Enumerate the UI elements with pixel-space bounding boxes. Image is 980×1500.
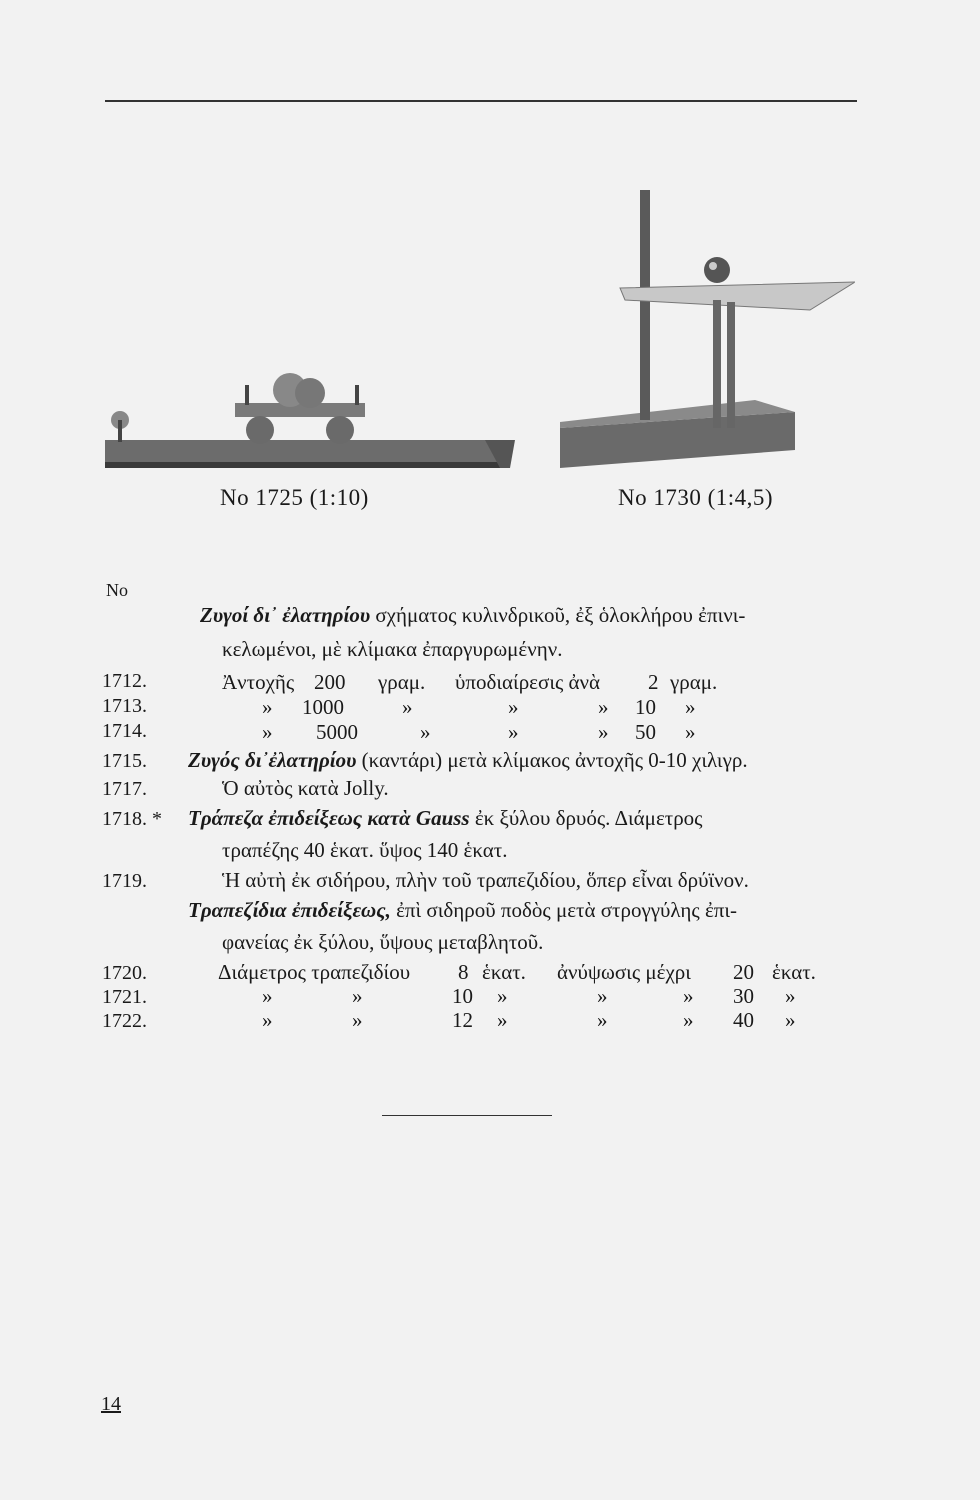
entry-1714-c1: » [262,720,273,744]
entry-1713-c2: 1000 [302,695,344,719]
entry-1712-c3: γραμ. [378,670,426,694]
entry-number: 1719. [102,870,147,892]
entry-1721-c2: 10 [452,984,473,1008]
entry-1722-c3: » [497,1008,508,1032]
entry-1721-c4b: » [683,984,694,1008]
entry-1721-c5: 30 [733,984,754,1008]
entry-1714-c4: » [508,720,519,744]
entry-1715-text [188,748,748,773]
entry-1720-c5: 20 [733,960,754,984]
entry-1720-c3: ἑκατ. [482,960,526,984]
entry-1721-c4: » [597,984,608,1008]
entry-tables-line-2: φανείας ἐκ ξύλου, ὕψους μεταβλητοῦ. [222,930,544,954]
entry-1714-c2: 5000 [316,720,358,744]
entry-1713-c3: » [402,695,413,719]
entry-1712-c2: 200 [314,670,346,694]
entry-1722-c6: » [785,1008,796,1032]
entry-1718-title: Τράπεζα ἐπιδείξεως κατὰ Gauss [188,806,470,830]
entry-1713-c5: 10 [635,695,656,719]
entry-intro-title: Ζυγοί δι᾽ ἐλατηρίου [200,603,371,627]
entry-number: 1718. * [102,808,162,830]
entry-1721-c3: » [497,984,508,1008]
stand-illustration [555,190,855,475]
trolley-illustration [105,365,520,475]
entry-1714-c6: » [685,720,696,744]
bottom-rule [382,1115,552,1116]
entry-1714-c4b: » [598,720,609,744]
entry-1713-c4b: » [598,695,609,719]
entry-1720-c1: Διάμετρος τραπεζιδίου [218,960,411,984]
entry-1712-c1: Ἀντοχῆς [222,670,295,694]
entry-1721-c6: » [785,984,796,1008]
entry-1720-c4: ἀνύψωσις μέχρι [557,960,691,984]
entry-intro-text: σχήματος κυλινδρικοῦ, ἐξ ὁλοκλήρου ἐπινι- [370,603,746,627]
entry-1720-c6: ἑκατ. [772,960,816,984]
entry-1721-c1: » [262,984,273,1008]
entry-number: 1712. [102,670,147,692]
entry-1713-c4: » [508,695,519,719]
entry-1719-text: Ἡ αὐτὴ ἐκ σιδήρου, πλὴν τοῦ τραπεζιδίου, ὅπερ εἶναι δρύϊνον. [222,868,749,892]
entry-1713-c6: » [685,695,696,719]
entry-number: 1717. [102,778,147,800]
entry-number: 1720. [102,962,147,984]
column-header-no: No [106,580,128,600]
entry-number: 1722. [102,1010,147,1032]
entry-tables-rest: ἐπὶ σιδηροῦ ποδὸς μετὰ στρογγύλης ἐπι- [390,898,738,922]
entry-intro-line-1 [200,603,745,628]
entry-tables-line-1 [188,898,737,923]
entry-1718-rest: ἐκ ξύλου δρυός. Διάμετρος [469,806,703,830]
entry-1713-c1: » [262,695,273,719]
entry-1721-c1b: » [352,984,363,1008]
entry-1722-c4b: » [683,1008,694,1032]
entry-1720-c2: 8 [458,960,469,984]
entry-1722-c2: 12 [452,1008,473,1032]
entry-number: 1714. [102,720,147,742]
entry-intro-line-2: κελωμένοι, μὲ κλίμακα ἐπαργυρωμένην. [222,637,563,661]
top-rule [105,100,857,102]
entry-1717-text: Ὁ αὐτὸς κατὰ Jolly. [222,776,389,800]
entry-1712-c5: 2 [648,670,659,694]
entry-tables-title: Τραπεζίδια ἐπιδείξεως, [188,898,391,922]
entry-1722-c1b: » [352,1008,363,1032]
entry-number: 1713. [102,695,147,717]
entry-1715-rest: (καντάρι) μετὰ κλίμακος ἀντοχῆς 0-10 χιλιγρ. [356,748,748,772]
page-number: 14 [101,1393,121,1415]
entry-1718-line-1 [188,806,703,831]
entry-1712-c6: γραμ. [670,670,718,694]
entry-1722-c1: » [262,1008,273,1032]
entry-1722-c4: » [597,1008,608,1032]
entry-1714-c3: » [420,720,431,744]
figure-caption-1725: No 1725 (1:10) [220,485,369,510]
entry-1722-c5: 40 [733,1008,754,1032]
entry-number: 1715. [102,750,147,772]
entry-1712-c4: ὑποδιαίρεσις ἀνὰ [455,670,601,694]
entry-number: 1721. [102,986,147,1008]
figure-caption-1730: No 1730 (1:4,5) [618,485,774,510]
entry-1715-title: Ζυγός δι᾽ἐλατηρίου [188,748,357,772]
entry-1718-line-2: τραπέζης 40 ἑκατ. ὕψος 140 ἑκατ. [222,838,508,862]
entry-1714-c5: 50 [635,720,656,744]
